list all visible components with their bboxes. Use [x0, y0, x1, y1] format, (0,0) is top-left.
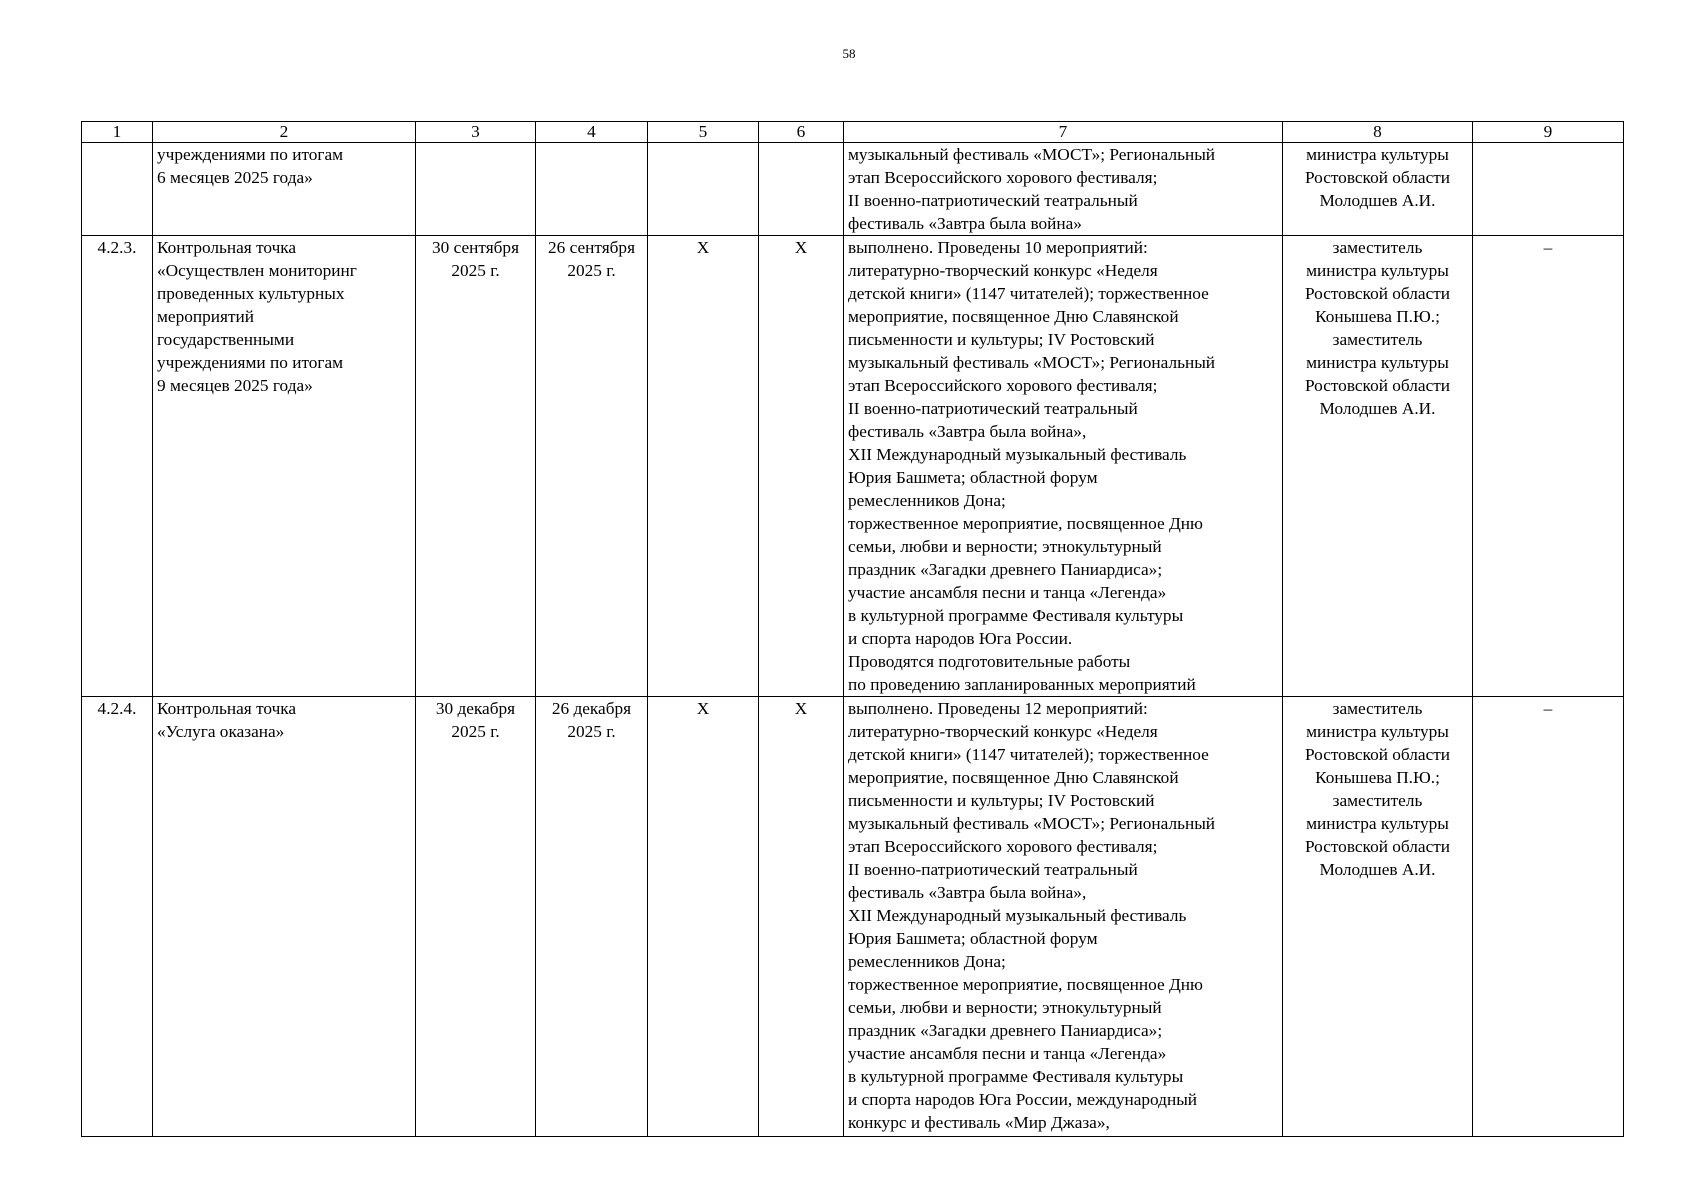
column-number-row	[82, 122, 1624, 143]
column-number: 4	[536, 122, 648, 143]
name-cell: Контрольная точка «Осуществлен мониторинг проведенных культурных мероприятий государственными учреждениями по итогам 9 месяцев 2025 года»	[153, 236, 416, 697]
row-number-cell: 4.2.3.	[82, 236, 153, 697]
note-cell: –	[1473, 697, 1624, 1137]
result-cell: выполнено. Проведены 12 мероприятий: литературно-творческий конкурс «Неделя детской книги» (1147 читателей); торжественное мероприятие, посвященное Дню Славянской письменности и культуры; IV Ростовский музыкальный фестиваль «МОСТ»; Региональный этап Всероссийского хорового фестиваля; II военно-патриотический театральный фестиваль «Завтра была война», XII Международный музыкальный фестиваль Юрия Башмета; областной форум ремесленников Дона; торжественное мероприятие, посвященное Дню семьи, любви и верности; этнокультурный праздник «Загадки древнего Паниардиса»; участие ансамбля песни и танца «Легенда» в культурной программе Фестиваля культуры и спорта народов Юга России, международный конкурс и фестиваль «Мир Джаза»,	[844, 697, 1283, 1137]
name-cell: Контрольная точка «Услуга оказана»	[153, 697, 416, 1137]
column-5-cell: X	[648, 697, 759, 1137]
table-row	[82, 697, 1624, 1137]
column-number: 2	[153, 122, 416, 143]
column-number: 7	[844, 122, 1283, 143]
column-number: 8	[1283, 122, 1473, 143]
column-6-cell	[759, 143, 844, 236]
fact-date-cell: 26 сентября 2025 г.	[536, 236, 648, 697]
note-cell: –	[1473, 236, 1624, 697]
page-number: 58	[842, 46, 856, 61]
report-table	[81, 121, 1624, 1137]
responsible-cell: заместитель министра культуры Ростовской области Конышева П.Ю.; заместитель министра культуры Ростовской области Молодшев А.И.	[1283, 697, 1473, 1137]
row-number-cell	[82, 143, 153, 236]
result-cell: выполнено. Проведены 10 мероприятий: литературно-творческий конкурс «Неделя детской книги» (1147 читателей); торжественное мероприятие, посвященное Дню Славянской письменности и культуры; IV Ростовский музыкальный фестиваль «МОСТ»; Региональный этап Всероссийского хорового фестиваля; II военно-патриотический театральный фестиваль «Завтра была война», XII Международный музыкальный фестиваль Юрия Башмета; областной форум ремесленников Дона; торжественное мероприятие, посвященное Дню семьи, любви и верности; этнокультурный праздник «Загадки древнего Паниардиса»; участие ансамбля песни и танца «Легенда» в культурной программе Фестиваля культуры и спорта народов Юга России. Проводятся подготовительные работы по проведению запланированных мероприятий	[844, 236, 1283, 697]
result-cell: музыкальный фестиваль «МОСТ»; Региональный этап Всероссийского хорового фестиваля; II военно-патриотический театральный фестиваль «Завтра была война»	[844, 143, 1283, 236]
column-number: 1	[82, 122, 153, 143]
column-number: 9	[1473, 122, 1624, 143]
plan-date-cell	[416, 143, 536, 236]
note-cell	[1473, 143, 1624, 236]
fact-date-cell: 26 декабря 2025 г.	[536, 697, 648, 1137]
row-number-cell: 4.2.4.	[82, 697, 153, 1137]
column-number: 3	[416, 122, 536, 143]
column-5-cell: X	[648, 236, 759, 697]
name-cell: учреждениями по итогам 6 месяцев 2025 года»	[153, 143, 416, 236]
column-5-cell	[648, 143, 759, 236]
column-6-cell: X	[759, 236, 844, 697]
column-number: 6	[759, 122, 844, 143]
fact-date-cell	[536, 143, 648, 236]
column-6-cell: X	[759, 697, 844, 1137]
plan-date-cell: 30 сентября 2025 г.	[416, 236, 536, 697]
column-number: 5	[648, 122, 759, 143]
responsible-cell: министра культуры Ростовской области Молодшев А.И.	[1283, 143, 1473, 236]
table-row	[82, 143, 1624, 236]
plan-date-cell: 30 декабря 2025 г.	[416, 697, 536, 1137]
responsible-cell: заместитель министра культуры Ростовской области Конышева П.Ю.; заместитель министра культуры Ростовской области Молодшев А.И.	[1283, 236, 1473, 697]
table-row	[82, 236, 1624, 697]
